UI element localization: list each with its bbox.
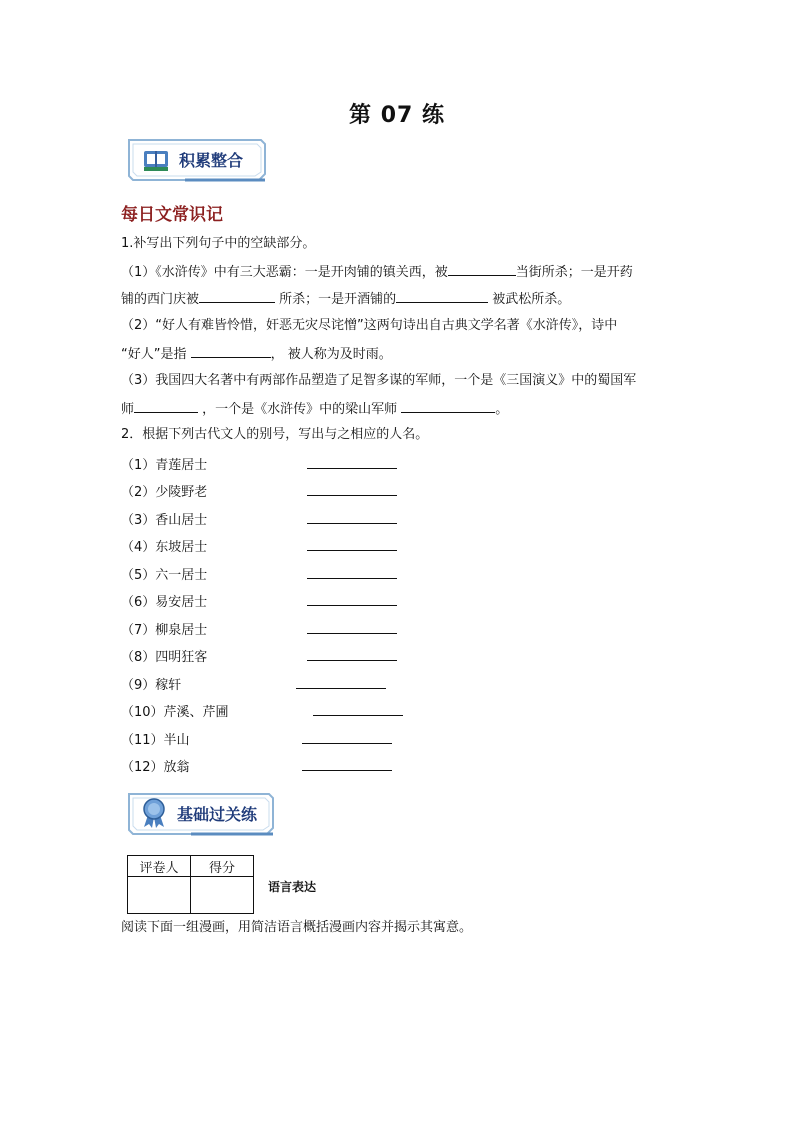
list-item: （3）香山居士 <box>121 513 208 528</box>
grader-header: 评卷人 <box>128 856 191 877</box>
section-heading: 每日文常识记 <box>121 205 223 225</box>
text-segment: （1）《水浒传》中有三大恶霸：一是开肉铺的镇关西，被 <box>121 265 448 280</box>
list-item: （5）六一居士 <box>121 568 208 583</box>
answer-blank[interactable] <box>199 288 275 303</box>
answer-blank[interactable] <box>307 577 397 579</box>
section-banner-basic-practice <box>125 788 275 838</box>
text-segment: 被武松所杀。 <box>488 292 571 307</box>
answer-blank[interactable] <box>191 343 271 358</box>
answer-blank[interactable] <box>302 769 392 771</box>
score-cell[interactable] <box>191 877 254 914</box>
list-item: （2）少陵野老 <box>121 485 208 500</box>
grader-cell[interactable] <box>128 877 191 914</box>
page-title: 第 07 练 <box>349 103 445 128</box>
text-segment: 铺的西门庆被 <box>121 292 200 307</box>
answer-blank[interactable] <box>307 632 397 634</box>
answer-blank[interactable] <box>302 742 392 744</box>
answer-blank[interactable] <box>307 494 397 496</box>
answer-blank[interactable] <box>307 467 397 469</box>
text-segment: 。 <box>495 402 509 417</box>
q1-intro: 1.补写出下列句子中的空缺部分。 <box>121 236 316 251</box>
text-segment: 所杀；一是开酒铺的 <box>275 292 397 307</box>
text-segment: ， 被人称为及时雨。 <box>270 347 392 362</box>
text-segment: ，一个是《水浒传》中的梁山军师 <box>198 402 402 417</box>
list-item: （4）东坡居士 <box>121 540 208 555</box>
list-item: （11）半山 <box>121 733 190 748</box>
text-segment: 当街所杀；一是开药 <box>515 265 633 280</box>
answer-blank[interactable] <box>296 687 386 689</box>
text-segment: “好人”是指 <box>121 347 191 362</box>
section-label: 语言表达 <box>268 880 317 894</box>
answer-blank[interactable] <box>134 398 198 413</box>
answer-blank[interactable] <box>307 522 397 524</box>
text-segment: 师 <box>121 402 135 417</box>
answer-blank[interactable] <box>313 714 403 716</box>
q1-p3-line1: （3）我国四大名著中有两部作品塑造了足智多谋的军师，一个是《三国演义》中的蜀国军 <box>121 373 637 388</box>
banner-label: 积累整合 <box>179 151 244 170</box>
q1-p2-line1: （2）“好人有难皆怜惜，奸恶无灾尽诧憎”这两句诗出自古典文学名著《水浒传》，诗中 <box>121 318 618 333</box>
answer-blank[interactable] <box>307 549 397 551</box>
answer-blank[interactable] <box>396 288 488 303</box>
score-table <box>127 855 254 914</box>
q1-p1-line1 <box>121 261 633 283</box>
q1-p1-line2 <box>121 288 570 310</box>
score-header: 得分 <box>191 856 254 877</box>
list-item: （12）放翁 <box>121 760 190 775</box>
answer-blank[interactable] <box>401 398 495 413</box>
q2-intro: 2．根据下列古代文人的别号，写出与之相应的人名。 <box>121 427 429 442</box>
section-banner-accumulation <box>125 134 267 184</box>
answer-blank[interactable] <box>307 604 397 606</box>
q1-p2-line2 <box>121 343 392 365</box>
list-item: （9）稼轩 <box>121 678 182 693</box>
q1-p3-line2 <box>121 398 508 420</box>
list-item: （7）柳泉居士 <box>121 623 208 638</box>
list-item: （6）易安居士 <box>121 595 208 610</box>
answer-blank[interactable] <box>448 261 516 276</box>
book-plant-icon <box>141 145 171 175</box>
medal-icon <box>139 797 169 829</box>
answer-blank[interactable] <box>307 659 397 661</box>
banner-label: 基础过关练 <box>177 805 258 824</box>
list-item: （10）芹溪、芹圃 <box>121 705 229 720</box>
list-item: （8）四明狂客 <box>121 650 208 665</box>
list-item: （1）青莲居士 <box>121 458 208 473</box>
instruction-text: 阅读下面一组漫画，用简洁语言概括漫画内容并揭示其寓意。 <box>121 920 473 935</box>
